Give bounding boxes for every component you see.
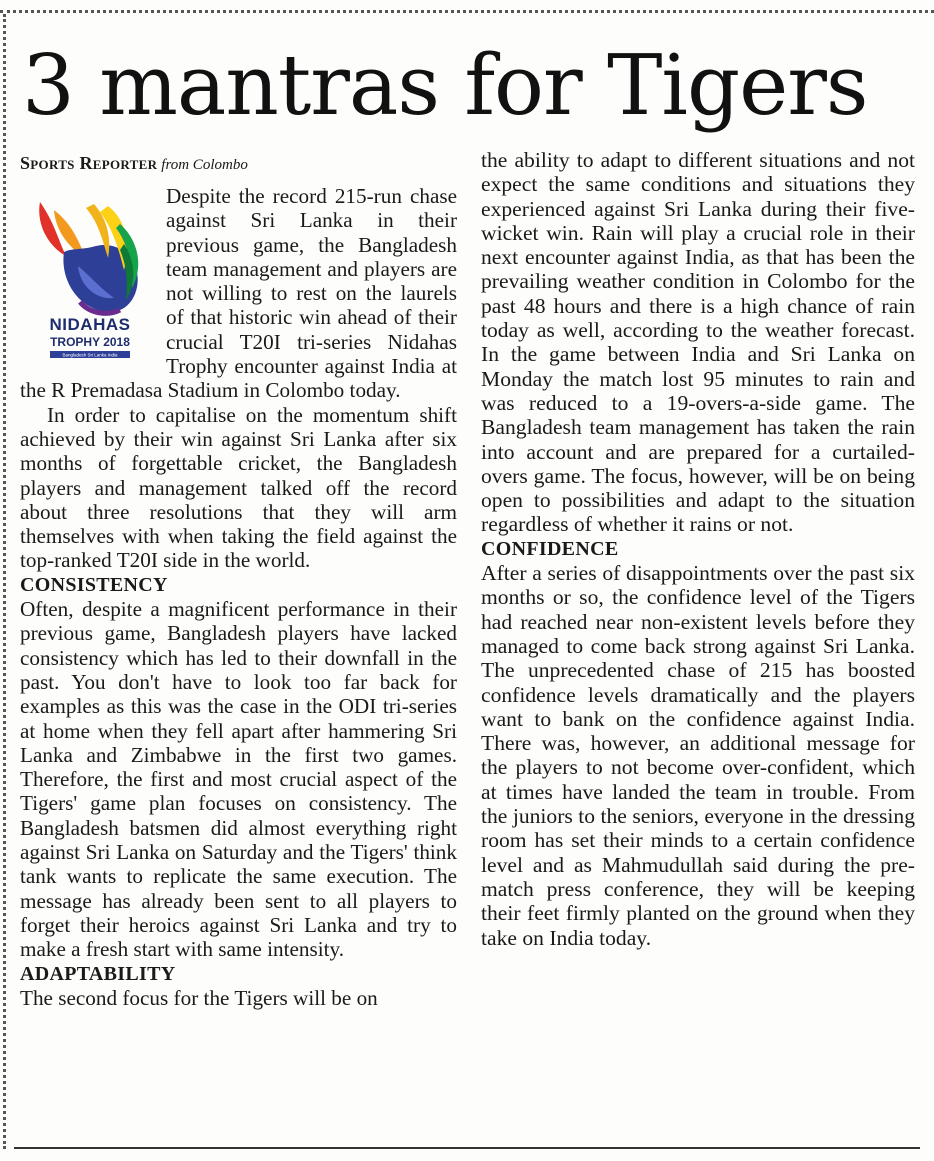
logo-subtitle: TROPHY 2018 [50,335,130,349]
subheading-adaptability: ADAPTABILITY [20,962,176,985]
left-dotted-border [3,14,6,1149]
subheading-confidence: CONFIDENCE [481,537,619,560]
top-dotted-border [0,10,934,13]
confidence-paragraph: After a series of disappointments over the past six months or so, the confidence level of the Tigers had reached near non-existent levels before they managed to come back strong against Sri Lanka. The unprecedented chase of 215 has boosted confidence levels dramatically and the players want to bank on the confidence against India. There was, however, an additional message for the players to not become over-confident, which at times have landed the team in trouble. From the juniors to the seniors, everyone in the dressing room has set their minds to a certain confidence level and as Mahmudullah said during the pre-match press conference, they will be keeping their feet firmly planted on the ground when they take on India today. [481,561,915,950]
byline-location: from Colombo [161,157,248,173]
intro-paragraph: Despite the record 215-run chase against Sri Lanka in their previous game, the Bangladesh team management and players are not willing to rest on the laurels of that historic win ahead of their crucial T20I tri-series Nidahas Trophy encounter against India at the R Premadasa Stadium in Colombo today. [20,184,457,403]
nidahas-trophy-logo [20,184,160,362]
consistency-paragraph: Often, despite a magnificent performance in their previous game, Bangladesh players have lacked consistency which has led to their downfall in the past. You don't have to look too far back for examples as this was the case in the ODI tri-series at home when they fell apart after hammering Sri Lanka and Zimbabwe in the first two games. Therefore, the first and most crucial aspect of the Tigers' game plan focuses on consistency. The Bangladesh batsmen did almost everything right against Sri Lanka on Saturday and the Tigers' think tank wants to replicate the same execution. The message has already been sent to all players to forget their heroics against Sri Lanka and try to make a fresh start with same intensity. [20,597,457,962]
bottom-rule [14,1147,920,1149]
momentum-paragraph: In order to capitalise on the momentum shift achieved by their win against Sri Lanka after six months of forgettable cricket, the Bangladesh players and management talked off the record about three resolutions that they will arm themselves with when taking the field against the top-ranked T20I side in the world. [20,402,457,573]
adaptability-paragraph-continued: the ability to adapt to different situations and not expect the same conditions and situations they experienced against Sri Lanka during their five-wicket win. Rain will play a crucial role in their next encounter against India, as that has been the prevailing weather condition in Colombo for the past 48 hours and there is a high chance of rain today as well, according to the weather forecast. In the game between India and Sri Lanka on Monday the match lost 95 minutes to rain and was reduced to a 19-overs-a-side game. The Bangladesh team management has taken the rain into account and are prepared for a curtailed-overs game. The focus, however, will be on being open to possibilities and adapt to the situation regardless of whether it rains or not. [481,148,915,537]
byline-role: Sports Reporter [20,153,158,173]
logo-tagline: Bangladesh Sri Lanka India [62,352,118,358]
trophy-emblem-icon [39,202,138,313]
subheading-consistency: CONSISTENCY [20,573,168,596]
byline [20,152,457,176]
headline: 3 mantras for Tigers [22,37,868,134]
column-right [481,148,915,950]
column-left [20,152,457,1010]
adaptability-paragraph-start: The second focus for the Tigers will be on [20,985,378,1010]
logo-name: NIDAHAS [49,315,131,334]
